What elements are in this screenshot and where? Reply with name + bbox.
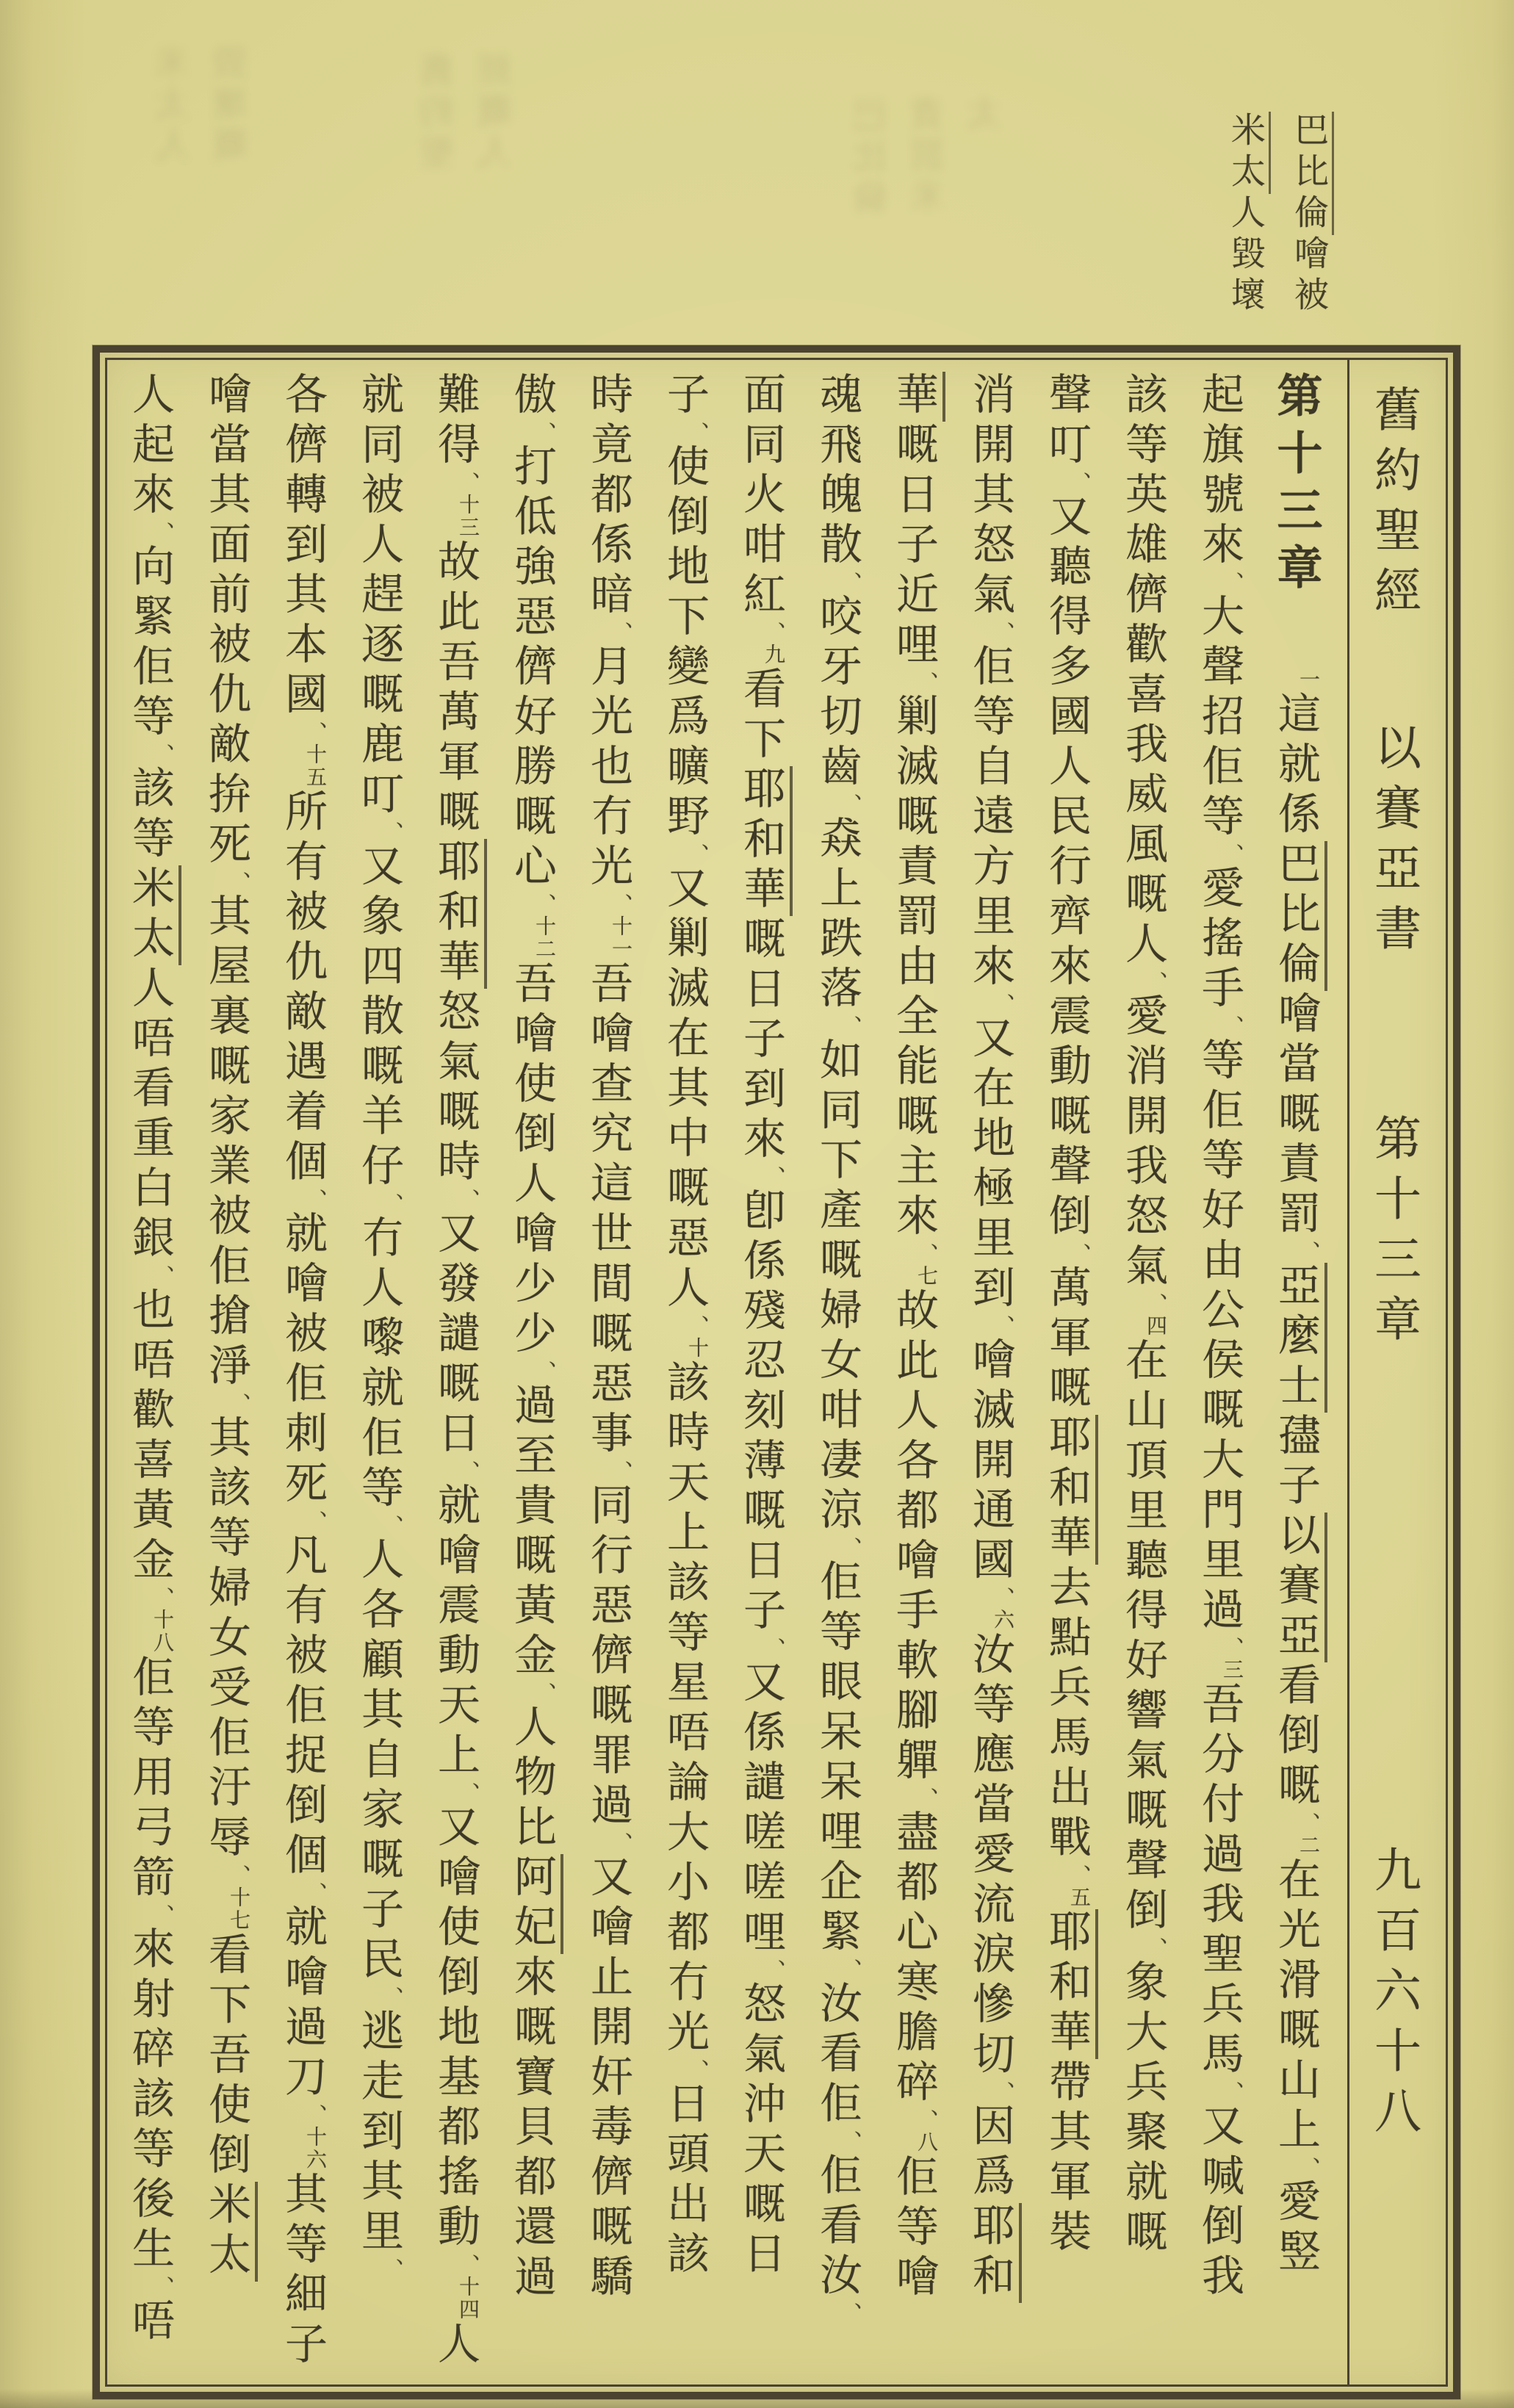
text-run: 看下吾使倒 bbox=[201, 1932, 251, 2182]
text-run: 嘅日子近哩 bbox=[889, 422, 939, 671]
text-column bbox=[876, 372, 952, 2374]
proper-name: 米太 bbox=[201, 2182, 258, 2282]
text-run: 向緊佢等 bbox=[125, 544, 175, 743]
proper-name: 華 bbox=[889, 372, 945, 422]
text-column bbox=[570, 372, 646, 2374]
text-run: 消開其怒氣 bbox=[965, 372, 1015, 621]
punctuation-mark: 、 bbox=[1294, 1812, 1320, 1834]
text-run: 各儕轉到其本國 bbox=[278, 372, 328, 721]
proper-name: 巴比倫 bbox=[1271, 841, 1327, 991]
punctuation-mark: 、 bbox=[607, 1460, 632, 1482]
punctuation-mark: 、 bbox=[989, 1315, 1014, 1337]
margin-gloss-column bbox=[1214, 112, 1277, 347]
punctuation-mark: 、 bbox=[836, 1537, 862, 1559]
text-run: 該時天上該等星唔論大小都冇光 bbox=[660, 1360, 710, 2059]
text-run: 來嘅寶貝都還過 bbox=[507, 1954, 557, 2304]
verse-number: 十四 bbox=[456, 2276, 480, 2321]
text-run: 其該等婦女受佢汙辱 bbox=[201, 1415, 251, 1864]
page-frame bbox=[93, 345, 1460, 2399]
text-run: 汝看佢 bbox=[812, 1980, 862, 2130]
text-run: 又發譴嘅日 bbox=[430, 1211, 480, 1460]
text-run: 人各顧其自家嘅子民 bbox=[354, 1537, 404, 1986]
punctuation-mark: 、 bbox=[301, 2104, 327, 2126]
text-run: 帶其軍裝 bbox=[1042, 2059, 1092, 2259]
punctuation-mark: 、 bbox=[683, 1315, 709, 1337]
text-run: 噲被 bbox=[1288, 235, 1329, 317]
text-run: 愛消開我怒氣 bbox=[1118, 993, 1168, 1293]
text-run: 怒氣沖天嘅日 bbox=[736, 1981, 786, 2281]
punctuation-mark: 、 bbox=[1142, 1937, 1167, 1959]
punctuation-mark: 、 bbox=[607, 893, 632, 915]
verse-number: 十 bbox=[685, 1337, 710, 1360]
text-column bbox=[1105, 372, 1181, 2374]
text-run: 佢看汝 bbox=[812, 2152, 862, 2302]
punctuation-mark: 、 bbox=[607, 1832, 632, 1854]
punctuation-mark: 、 bbox=[530, 422, 556, 444]
margin-gloss bbox=[1214, 112, 1340, 347]
punctuation-mark: 、 bbox=[836, 1958, 862, 1980]
text-run: 猋上跌落 bbox=[812, 815, 862, 1015]
text-run: 時竟都係暗 bbox=[583, 372, 633, 621]
punctuation-mark: 、 bbox=[301, 1510, 327, 1532]
verse-number: 十三 bbox=[456, 494, 480, 539]
text-run: 佢等用弓箭 bbox=[125, 1654, 175, 1904]
punctuation-mark: 、 bbox=[378, 821, 403, 843]
title-column bbox=[1347, 360, 1435, 2384]
text-run: 又剿滅在其中嘅惡人 bbox=[660, 865, 710, 1315]
text-run: 過至貴嘅黃金 bbox=[507, 1383, 557, 1682]
verse-number: 七 bbox=[915, 1265, 939, 1288]
punctuation-mark: 、 bbox=[607, 621, 632, 644]
page-number: 九百六十八 bbox=[1366, 1845, 1421, 2146]
punctuation-mark: 、 bbox=[1065, 472, 1091, 494]
text-column bbox=[264, 372, 341, 2374]
text-run: 月光也冇光 bbox=[583, 644, 633, 893]
text-run: 日頭出該 bbox=[660, 2081, 710, 2281]
punctuation-mark: 、 bbox=[454, 1460, 480, 1482]
text-run: 看倒嘅 bbox=[1271, 1662, 1321, 1812]
text-run: 其屋裏嘅家業被佢搶淨 bbox=[201, 893, 251, 1393]
verse-number: 一 bbox=[1297, 668, 1321, 691]
punctuation-mark: 、 bbox=[1294, 1241, 1320, 1263]
text-run: 同行惡儕嘅罪過 bbox=[583, 1482, 633, 1832]
text-run: 看下 bbox=[736, 666, 786, 766]
verse-number: 八 bbox=[915, 2131, 939, 2154]
text-column bbox=[417, 372, 494, 2374]
text-run: 該等英雄儕歡喜我威風嘅人 bbox=[1118, 372, 1168, 971]
verse-number: 九 bbox=[762, 644, 786, 666]
text-run: 逃走到其里 bbox=[354, 2008, 404, 2258]
punctuation-mark: 、 bbox=[760, 621, 785, 644]
punctuation-mark: 、 bbox=[148, 1904, 174, 1926]
text-column bbox=[1258, 372, 1334, 2374]
book-title: 舊約聖經 bbox=[1366, 385, 1421, 626]
text-run: 去點兵馬出戰 bbox=[1042, 1565, 1092, 1864]
text-run: 吾噲使倒人噲少少 bbox=[507, 961, 557, 1360]
punctuation-mark: 、 bbox=[148, 2276, 174, 2298]
punctuation-mark: 、 bbox=[1065, 1243, 1091, 1265]
punctuation-mark: 、 bbox=[1218, 572, 1244, 594]
punctuation-mark: 、 bbox=[1294, 2157, 1320, 2179]
text-run: 其等細子 bbox=[278, 2171, 328, 2371]
punctuation-mark: 、 bbox=[1218, 1637, 1244, 1659]
punctuation-mark: 、 bbox=[530, 893, 556, 915]
text-run: 又喊倒我 bbox=[1194, 2103, 1244, 2303]
punctuation-mark: 、 bbox=[454, 2254, 480, 2276]
punctuation-mark: 、 bbox=[989, 621, 1014, 644]
verse-number: 三 bbox=[1220, 1659, 1244, 1681]
text-run: 子 bbox=[660, 372, 710, 422]
verse-number: 十二 bbox=[533, 915, 557, 961]
verse-number: 十五 bbox=[303, 743, 328, 789]
text-run: 如同下產嘅婦女咁凄涼 bbox=[812, 1037, 862, 1537]
punctuation-mark: 、 bbox=[683, 422, 709, 444]
punctuation-mark: 、 bbox=[378, 1986, 403, 2008]
verse-number: 二 bbox=[1297, 1834, 1321, 1857]
text-run: 凡有被佢捉倒個 bbox=[278, 1532, 328, 1882]
text-run: 故此吾萬軍嘅 bbox=[430, 539, 480, 839]
punctuation-mark: 、 bbox=[1218, 843, 1244, 865]
proper-name: 米太 bbox=[125, 865, 181, 965]
text-column bbox=[646, 372, 723, 2374]
bleed-through-ghost: 米太人毀壞嘅 bbox=[154, 43, 254, 168]
punctuation-mark: 、 bbox=[225, 1864, 250, 1886]
text-run: 所有被仇敵遇着個 bbox=[278, 789, 328, 1189]
text-run: 聲叮 bbox=[1042, 372, 1092, 472]
punctuation-mark: 、 bbox=[378, 1515, 403, 1537]
text-run: 難得 bbox=[430, 372, 480, 472]
proper-name: 耶和華 bbox=[430, 839, 487, 989]
text-run: 又噲止開奸毒儕嘅驕 bbox=[583, 1854, 633, 2304]
margin-gloss-column bbox=[1277, 112, 1340, 347]
punctuation-mark: 、 bbox=[912, 671, 938, 693]
punctuation-mark: 、 bbox=[378, 1193, 403, 1215]
text-run: 佢等眼呆呆哩企緊 bbox=[812, 1559, 862, 1958]
punctuation-mark: 、 bbox=[1142, 971, 1167, 993]
punctuation-mark: 、 bbox=[836, 1015, 862, 1037]
text-run: 又聽得多國人民行齊來震動嘅聲倒 bbox=[1042, 494, 1092, 1243]
text-run: 卽係殘忍刻薄嘅日子 bbox=[736, 1188, 786, 1637]
punctuation-mark: 、 bbox=[912, 1243, 938, 1265]
bleed-through-ghost: 巴比倫責罰米太 bbox=[852, 95, 1009, 220]
text-run: 在山頂里聽得好響氣嘅聲倒 bbox=[1118, 1338, 1168, 1937]
text-run: 嘅日子到來 bbox=[736, 916, 786, 1166]
punctuation-mark: 、 bbox=[683, 843, 709, 865]
chapter-heading: 第十三章 bbox=[1269, 372, 1323, 601]
text-run: 人 bbox=[430, 2321, 480, 2371]
punctuation-mark: 、 bbox=[989, 993, 1014, 1015]
punctuation-mark: 、 bbox=[454, 1782, 480, 1804]
punctuation-mark: 、 bbox=[836, 793, 862, 815]
verse-number: 十七 bbox=[227, 1886, 251, 1932]
punctuation-mark: 、 bbox=[1218, 1015, 1244, 1037]
text-run: 吾噲查究這世間嘅惡事 bbox=[583, 961, 633, 1460]
text-run: 汝等應當愛流淚慘切 bbox=[965, 1632, 1015, 2081]
proper-name: 亞麼士 bbox=[1271, 1263, 1327, 1413]
text-run: 就噲震動天上 bbox=[430, 1482, 480, 1782]
text-column bbox=[1028, 372, 1105, 2374]
text-run: 佢等自遠方里來 bbox=[965, 644, 1015, 993]
text-run: 剿滅嘅責罰由全能嘅主來 bbox=[889, 693, 939, 1243]
verse-number: 十六 bbox=[303, 2126, 328, 2171]
text-run: 就噲被佢刺死 bbox=[278, 1211, 328, 1510]
text-run: 面同火咁紅 bbox=[736, 372, 786, 621]
punctuation-mark: 、 bbox=[989, 1587, 1014, 1609]
punctuation-mark: 、 bbox=[836, 2130, 862, 2152]
punctuation-mark: 、 bbox=[225, 1393, 250, 1415]
punctuation-mark: 、 bbox=[148, 522, 174, 544]
verse-number: 五 bbox=[1067, 1886, 1092, 1909]
text-column bbox=[723, 372, 799, 2374]
text-column bbox=[341, 372, 417, 2374]
punctuation-mark: 、 bbox=[301, 721, 327, 743]
text-column bbox=[799, 372, 876, 2374]
verse-number: 四 bbox=[1144, 1315, 1168, 1338]
text-run: 因爲 bbox=[965, 2103, 1015, 2203]
text-run: 也唔歡喜黃金 bbox=[125, 1287, 175, 1587]
text-column bbox=[494, 372, 570, 2374]
text-run: 魂飛魄散 bbox=[812, 372, 862, 572]
text-column bbox=[1181, 372, 1258, 2374]
text-run: 人唔看重白銀 bbox=[125, 965, 175, 1265]
text-run: 又象四散嘅羊仔 bbox=[354, 843, 404, 1193]
text-run: 大聲招佢等 bbox=[1194, 594, 1244, 843]
text-run: 在光滑嘅山上 bbox=[1271, 1857, 1321, 2157]
text-run: 就噲過刀 bbox=[278, 1904, 328, 2104]
text-run: 怒氣嘅時 bbox=[430, 989, 480, 1189]
text-run: 佢等噲 bbox=[889, 2154, 939, 2304]
punctuation-mark: 、 bbox=[454, 472, 480, 494]
text-run: 該等 bbox=[125, 765, 175, 865]
text-run: 這就係 bbox=[1271, 691, 1321, 841]
text-columns bbox=[123, 372, 1334, 2374]
punctuation-mark: 、 bbox=[836, 2302, 862, 2324]
text-run: 傲 bbox=[507, 372, 557, 422]
text-run: 噲滅開通國 bbox=[965, 1337, 1015, 1587]
punctuation-mark: 、 bbox=[912, 1787, 938, 1809]
punctuation-mark: 、 bbox=[760, 1166, 785, 1188]
text-run: 吾分付過我聖兵馬 bbox=[1194, 1681, 1244, 2081]
text-run: 唔 bbox=[125, 2298, 175, 2348]
text-run: 來射碎該等後生 bbox=[125, 1926, 175, 2276]
punctuation-mark: 、 bbox=[148, 1587, 174, 1609]
proper-name: 阿妃 bbox=[507, 1854, 563, 1954]
punctuation-mark: 、 bbox=[301, 1882, 327, 1904]
punctuation-mark: 、 bbox=[1142, 1293, 1167, 1315]
text-run: 噲當嘅責罰 bbox=[1271, 991, 1321, 1241]
punctuation-mark: 、 bbox=[1218, 2081, 1244, 2103]
running-chapter-header: 第十三章 bbox=[1366, 1114, 1421, 1355]
text-run: 就同被人趕逐嘅鹿叮 bbox=[354, 372, 404, 821]
verse-number: 六 bbox=[991, 1609, 1015, 1632]
punctuation-mark: 、 bbox=[225, 871, 250, 893]
proper-name: 米太 bbox=[1225, 112, 1271, 194]
proper-name: 耶和 bbox=[965, 2203, 1022, 2303]
proper-name: 以賽亞 bbox=[1271, 1513, 1327, 1662]
text-run: 故此人各都噲手軟腳軃 bbox=[889, 1288, 939, 1787]
text-run: 盡都心寒膽碎 bbox=[889, 1809, 939, 2109]
text-run: 又在地極里到 bbox=[965, 1015, 1015, 1315]
punctuation-mark: 、 bbox=[760, 1637, 785, 1659]
text-column bbox=[112, 372, 188, 2374]
text-run: 人起來 bbox=[125, 372, 175, 522]
text-run: 又噲使倒地基都搖動 bbox=[430, 1804, 480, 2254]
text-column bbox=[188, 372, 264, 2374]
punctuation-mark: 、 bbox=[378, 2258, 403, 2280]
text-run: 愛搖手 bbox=[1194, 865, 1244, 1015]
text-run: 象大兵聚就嘅 bbox=[1118, 1959, 1168, 2259]
punctuation-mark: 、 bbox=[148, 1265, 174, 1287]
punctuation-mark: 、 bbox=[760, 1959, 785, 1981]
punctuation-mark: 、 bbox=[530, 1682, 556, 1704]
text-run: 使倒地下變爲曠野 bbox=[660, 444, 710, 843]
text-column bbox=[952, 372, 1028, 2374]
verse-number: 十八 bbox=[151, 1609, 175, 1654]
punctuation-mark: 、 bbox=[148, 743, 174, 765]
text-run: 等佢等好由公侯嘅大門里過 bbox=[1194, 1037, 1244, 1637]
proper-name: 耶和華 bbox=[1042, 1909, 1098, 2059]
text-run: 噲當其面前被仇敵拚死 bbox=[201, 372, 251, 871]
punctuation-mark: 、 bbox=[530, 1360, 556, 1383]
page-frame-inner-border bbox=[105, 358, 1448, 2387]
text-run: 起旗號來 bbox=[1194, 372, 1244, 572]
punctuation-mark: 、 bbox=[454, 1189, 480, 1211]
section-title: 以賽亞書 bbox=[1366, 723, 1421, 964]
punctuation-mark: 、 bbox=[301, 1189, 327, 1211]
text-run: 孻子 bbox=[1271, 1413, 1321, 1513]
punctuation-mark: 、 bbox=[912, 2109, 938, 2131]
text-run: 冇人嚟就佢等 bbox=[354, 1215, 404, 1515]
punctuation-mark: 、 bbox=[836, 572, 862, 594]
text-run: 又係譴嗟嗟哩 bbox=[736, 1659, 786, 1959]
text-run: 咬牙切齒 bbox=[812, 594, 862, 793]
text-run: 打低強惡儕好勝嘅心 bbox=[507, 444, 557, 893]
text-run: 人物比 bbox=[507, 1704, 557, 1854]
verse-number: 十一 bbox=[609, 915, 633, 961]
punctuation-mark: 、 bbox=[683, 2059, 709, 2081]
text-run: 愛竪 bbox=[1271, 2179, 1321, 2279]
proper-name: 耶和華 bbox=[1042, 1415, 1098, 1565]
punctuation-mark: 、 bbox=[1065, 1864, 1091, 1886]
proper-name: 耶和華 bbox=[736, 766, 793, 916]
text-run: 人毀壞 bbox=[1225, 194, 1266, 317]
bleed-through-ghost: 舊約聖經嘅人 bbox=[419, 51, 519, 176]
text-run: 萬軍嘅 bbox=[1042, 1265, 1092, 1415]
punctuation-mark: 、 bbox=[989, 2081, 1014, 2103]
proper-name: 巴比倫 bbox=[1288, 112, 1334, 235]
